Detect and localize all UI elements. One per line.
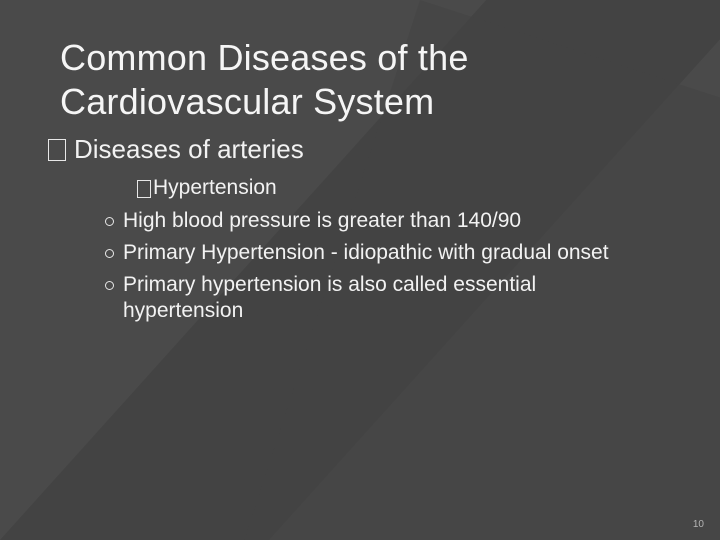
missing-glyph-box-icon — [48, 139, 66, 161]
bullet-level1 — [48, 133, 304, 165]
bullet-level3-list — [105, 208, 645, 330]
list-item — [105, 272, 645, 324]
hollow-circle-icon — [105, 249, 114, 258]
hollow-circle-icon — [105, 281, 114, 290]
bullet-level2-text: Hypertension — [153, 176, 277, 199]
list-item-text: High blood pressure is greater than 140/90 — [123, 209, 522, 232]
slide-title: Common Diseases of the Cardiovascular System — [60, 37, 469, 122]
missing-glyph-box-icon — [137, 180, 151, 198]
page-number: 10 — [692, 519, 704, 530]
hollow-circle-icon — [105, 217, 114, 226]
list-item-text: Primary Hypertension - idiopathic with gradual onset — [123, 241, 609, 264]
bullet-level2 — [137, 175, 277, 201]
bullet-level1-text: Diseases of arteries — [74, 134, 304, 164]
list-item — [105, 208, 645, 234]
list-item-text: Primary hypertension is also called essential hypertension — [123, 273, 537, 322]
list-item — [105, 240, 645, 266]
